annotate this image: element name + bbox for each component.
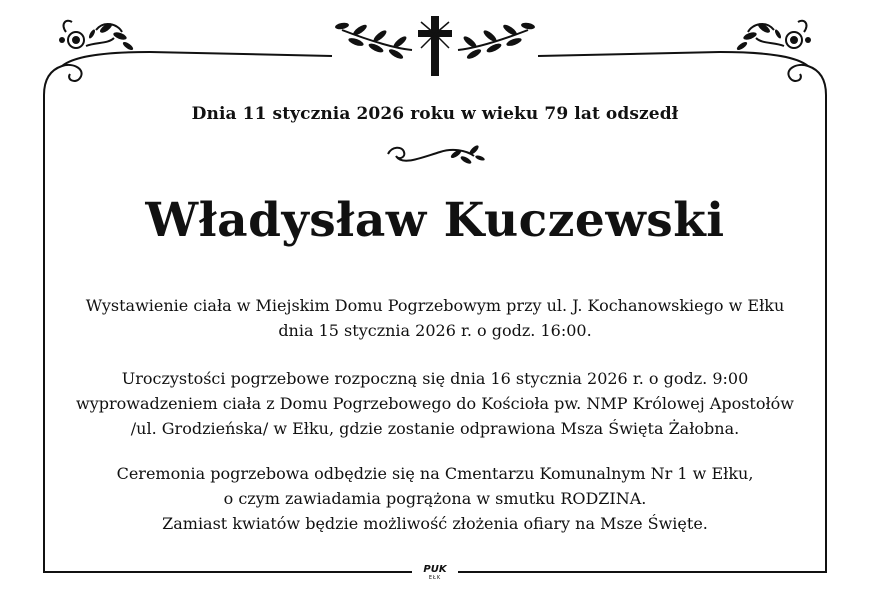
logo-sub-text: EŁK: [428, 575, 442, 581]
paragraph-line: /ul. Grodzieńska/ w Ełku, gdzie zostanie odprawiona Msza Święta Żałobna.: [130, 419, 740, 438]
paragraph-line: wyprowadzeniem ciała z Domu Pogrzebowego do Kościoła pw. NMP Królowej Apostołów: [76, 394, 794, 413]
puk-logo: [419, 565, 451, 581]
olive-branch-left-icon: [335, 22, 412, 61]
paragraph-line: Zamiast kwiatów będzie możliwość złożenia ofiary na Msze Święte.: [162, 514, 708, 533]
corner-ornament-left-icon: [44, 21, 150, 95]
deceased-name: Władysław Kuczewski: [145, 193, 725, 248]
corner-ornament-right-icon: [720, 21, 826, 95]
paragraph-line: Uroczystości pogrzebowe rozpoczną się dnia 16 stycznia 2026 r. o godz. 9:00: [121, 369, 749, 388]
paragraph-burial: [0, 461, 870, 536]
paragraph-line: Ceremonia pogrzebowa odbędzie się na Cmentarzu Komunalnym Nr 1 w Ełku,: [116, 464, 754, 483]
paragraph-viewing: [0, 293, 870, 343]
paragraph-line: dnia 15 stycznia 2026 r. o godz. 16:00.: [278, 321, 592, 340]
logo-main-text: PUK: [423, 564, 447, 575]
cross-icon: [418, 16, 452, 76]
swirl-divider-icon: [388, 144, 485, 165]
paragraph-ceremony: [0, 366, 870, 441]
paragraph-line: o czym zawiadamia pogrążona w smutku RODZINA.: [223, 489, 647, 508]
paragraph-line: Wystawienie ciała w Miejskim Domu Pogrzebowym przy ul. J. Kochanowskiego w Ełku: [85, 296, 785, 315]
intro-line: Dnia 11 stycznia 2026 roku w wieku 79 lat odszedł: [191, 104, 679, 124]
olive-branch-right-icon: [458, 22, 535, 61]
